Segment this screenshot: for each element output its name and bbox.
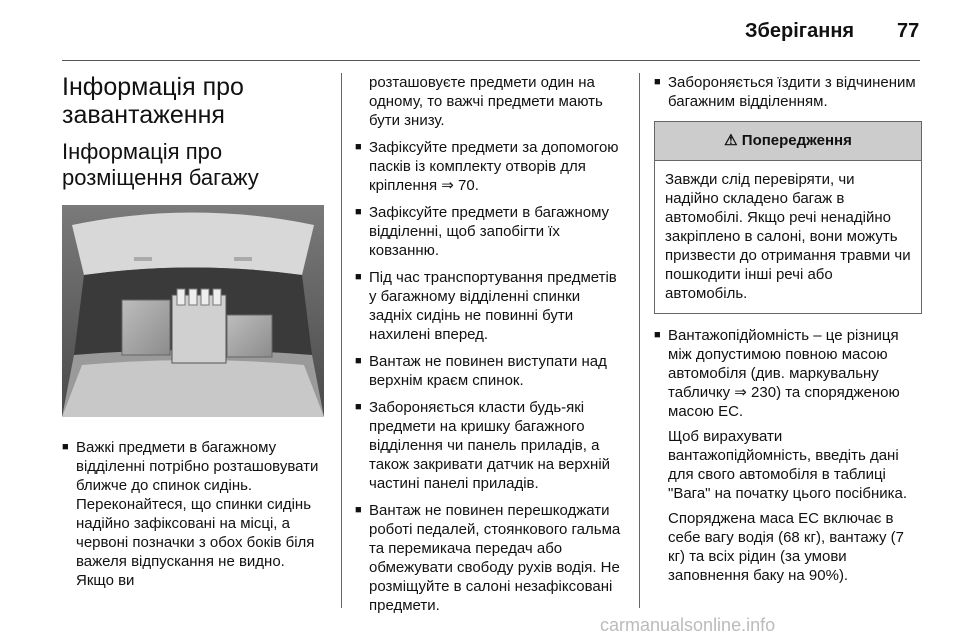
- warning-triangle-icon: ⚠: [724, 132, 738, 149]
- curb-weight-paragraph: Споряджена маса ЕС включає в себе вагу водія (68 кг), вантажу (7 кг) та всіх рідин (за умови заповнення баку на 90%).: [668, 510, 904, 584]
- list-item: ■ Забороняється їздити з відчиненим багажним відділенням.: [654, 73, 922, 111]
- trunk-rules-list: [654, 73, 922, 111]
- column-middle: [355, 73, 625, 623]
- page-header: [0, 0, 960, 62]
- list-item: ■ Важкі предмети в багажному відділенні потрібно розташовувати ближче до спинок сидінь. Переконайтеся, що спинки сидінь надійно зафіксовані на місці, а червоні позначки з обох боків біля важеля відпускання не видно. Якщо ви: [62, 438, 324, 590]
- list-item: [654, 326, 922, 585]
- list-item: ■ Зафіксуйте предмети за допомогою пасків із комплекту отворів для кріплення ⇒ 70.: [355, 138, 625, 195]
- column-divider: [341, 73, 342, 608]
- watermark-text: carmanualsonline.info: [600, 615, 776, 635]
- capacity-list: [654, 326, 922, 585]
- warning-text: Завжди слід перевіряти, чи надійно складено багаж в автомобілі. Якщо речі ненадійно закріплено в салоні, вони можуть призвести до отримання травми чи пошкодити інші речі або автомобіль.: [665, 171, 911, 302]
- column-left: [62, 73, 324, 598]
- warning-title: Попередження: [741, 132, 852, 149]
- capacity-calc-paragraph: Щоб вирахувати вантажопідйомність, введіть дані для свого автомобіля в таблиці "Вага" на початку цього посібника.: [668, 428, 908, 502]
- page-number: 77: [897, 20, 920, 42]
- column-divider: [639, 73, 640, 608]
- list-item: ■ Забороняється класти будь-які предмети на кришку багажного відділення чи панель приладів, а також закривати датчик на верхній частині панелі приладів.: [355, 398, 625, 493]
- warning-header: [655, 122, 921, 161]
- heading-luggage-placement: Інформація про розміщення багажу: [62, 139, 259, 190]
- column-right: [654, 73, 922, 593]
- warning-box: [654, 121, 922, 314]
- heading-loading-info: Інформація про завантаження: [62, 73, 244, 129]
- capacity-definition: Вантажопідйомність – це різниця між допустимою повною масою автомобіля (див. маркувальну табличку ⇒ 230) та спорядженою масою ЕС.: [668, 327, 900, 420]
- trunk-illustration: [62, 205, 324, 417]
- header-rule: [62, 60, 920, 61]
- list-item: ■ Вантаж не повинен виступати над верхнім краєм спинок.: [355, 352, 625, 390]
- list-item: ■ Зафіксуйте предмети в багажному відділенні, щоб запобігти їх ковзанню.: [355, 203, 625, 260]
- page-section-title: Зберігання: [745, 20, 855, 42]
- list-item: ■ Під час транспортування предметів у багажному відділенні спинки задніх сидінь не повинні бути нахилені вперед.: [355, 268, 625, 344]
- list-item: ■ Вантаж не повинен перешкоджати роботі педалей, стоянкового гальма та перемикача передач або обмежувати свободу рухів водія. Не розміщуйте в салоні незафіксовані предмети.: [355, 501, 625, 615]
- luggage-bullets: [62, 438, 324, 590]
- continued-text: розташовуєте предмети один на одному, то важчі предмети мають бути знизу.: [369, 74, 603, 129]
- luggage-rules-list: [355, 138, 625, 615]
